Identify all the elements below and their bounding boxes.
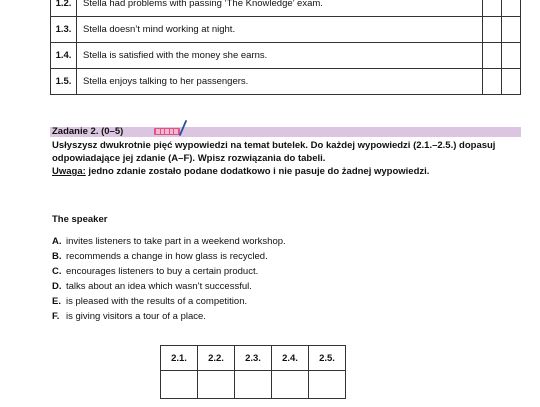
table-row: [51, 43, 521, 69]
statement-text: Stella enjoys talking to her passengers.: [77, 69, 483, 95]
table-row: [51, 17, 521, 43]
answer-box-false[interactable]: [502, 0, 521, 17]
list-item: [52, 309, 286, 324]
answer-cell[interactable]: [309, 371, 346, 399]
option-text: is pleased with the results of a competition.: [66, 296, 248, 307]
answer-header: 2.3.: [235, 346, 272, 371]
score-cell: [161, 129, 165, 134]
list-item: [52, 249, 286, 264]
note-label: Uwaga:: [52, 166, 86, 177]
answer-cell[interactable]: [235, 371, 272, 399]
answer-header: 2.1.: [161, 346, 198, 371]
statement-text: Stella is satisfied with the money she earns.: [77, 43, 483, 69]
list-item: [52, 264, 286, 279]
statement-text: Stella doesn’t mind working at night.: [77, 17, 483, 43]
options-list: [52, 234, 286, 324]
option-letter: E.: [52, 296, 61, 307]
list-item: [52, 234, 286, 249]
answer-header-row: [161, 346, 346, 371]
statement-number: 1.2.: [51, 0, 77, 17]
task-title: Zadanie 2. (0–5): [52, 126, 124, 137]
statement-number: 1.4.: [51, 43, 77, 69]
list-item: [52, 279, 286, 294]
option-text: is giving visitors a tour of a place.: [66, 311, 206, 322]
answer-box-true[interactable]: [483, 0, 502, 17]
score-cell: [170, 129, 174, 134]
answer-box-false[interactable]: [502, 69, 521, 95]
table-row: [51, 0, 521, 17]
option-letter: C.: [52, 266, 62, 277]
statement-text: Stella had problems with passing ‘The Knowledge’ exam.: [77, 0, 483, 17]
note-text: jedno zdanie zostało podane dodatkowo i nie pasuje do żadnej wypowiedzi.: [85, 166, 430, 177]
answer-header: 2.5.: [309, 346, 346, 371]
answer-box-true[interactable]: [483, 17, 502, 43]
list-item: [52, 294, 286, 309]
option-letter: B.: [52, 251, 62, 262]
answer-cell[interactable]: [198, 371, 235, 399]
answer-box-true[interactable]: [483, 69, 502, 95]
statements-table: [50, 0, 521, 95]
answer-box-false[interactable]: [502, 17, 521, 43]
score-badge: [154, 128, 180, 135]
instruction-text: Usłyszysz dwukrotnie pięć wypowiedzi na temat butelek. Do każdej wypowiedzi (2.1.–2.5.) dopasuj odpowiadające jej zdanie (A–F). Wpisz rozwiązania do tabeli.: [52, 140, 496, 164]
task-instructions: [52, 139, 522, 178]
answer-box-true[interactable]: [483, 43, 502, 69]
answer-header: 2.2.: [198, 346, 235, 371]
option-letter: A.: [52, 236, 62, 247]
answer-input-row: [161, 371, 346, 399]
score-cell: [156, 129, 160, 134]
score-cell: [165, 129, 169, 134]
pen-icon: [178, 120, 188, 136]
table-row: [51, 69, 521, 95]
answer-table: [160, 345, 346, 399]
option-text: invites listeners to take part in a weekend workshop.: [66, 236, 286, 247]
answer-header: 2.4.: [272, 346, 309, 371]
answer-box-false[interactable]: [502, 43, 521, 69]
option-letter: D.: [52, 281, 62, 292]
option-text: encourages listeners to buy a certain product.: [66, 266, 259, 277]
answer-cell[interactable]: [161, 371, 198, 399]
option-text: recommends a change in how glass is recycled.: [66, 251, 268, 262]
option-text: talks about an idea which wasn’t successful.: [66, 281, 252, 292]
speaker-heading: The speaker: [52, 214, 108, 225]
statement-number: 1.3.: [51, 17, 77, 43]
statement-number: 1.5.: [51, 69, 77, 95]
answer-cell[interactable]: [272, 371, 309, 399]
option-letter: F.: [52, 311, 60, 322]
